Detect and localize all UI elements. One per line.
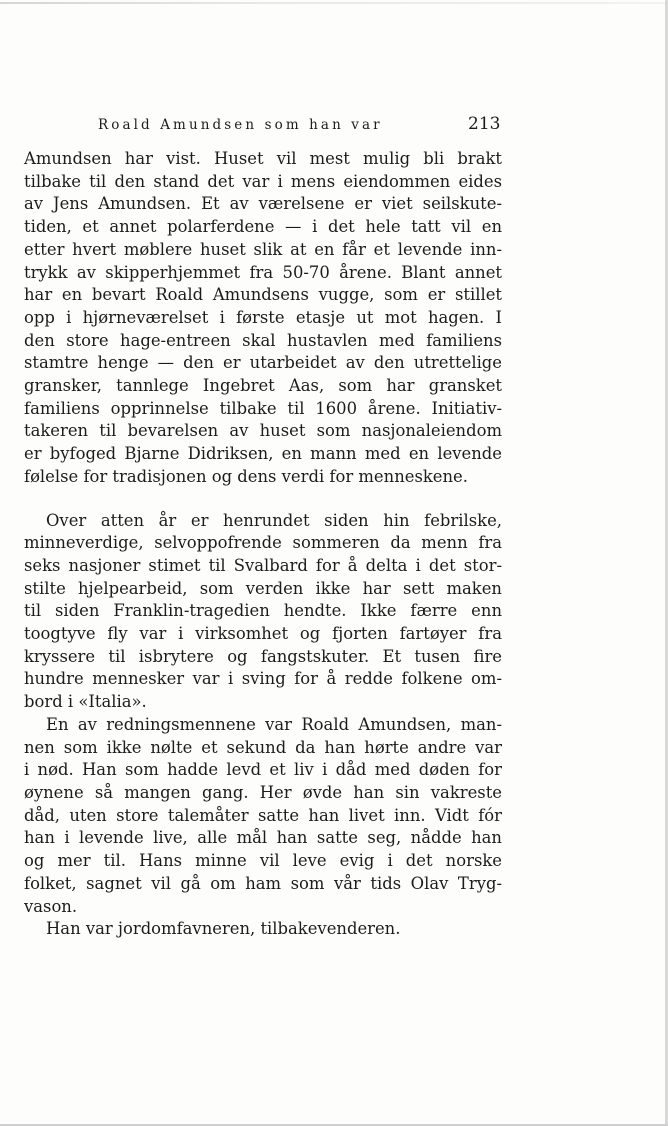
text-line: hundre mennesker var i sving for å redde folkene om- bbox=[24, 669, 502, 689]
text-line: toogtyve fly var i virksomhet og fjorten fartøyer fra bbox=[24, 624, 502, 644]
page-number: 213 bbox=[468, 114, 501, 134]
text-line: etter hvert møblere huset slik at en får et levende inn- bbox=[24, 239, 502, 259]
text-line: av Jens Amundsen. Et av værelsene er viet seilskute- bbox=[24, 194, 502, 214]
text-line: takeren til bevarelsen av huset som nasjonaleiendom bbox=[24, 421, 502, 441]
text-line: tiden, et annet polarferdene — i det hele tatt vil en bbox=[24, 217, 502, 237]
text-line: kryssere til isbrytere og fangstskuter. Et tusen fire bbox=[24, 646, 502, 666]
text-line: minneverdige, selvoppofrende sommeren da menn fra bbox=[24, 533, 502, 553]
text-line: Over atten år er henrundet siden hin febrilske, bbox=[46, 510, 502, 530]
body-text bbox=[24, 148, 502, 941]
text-line: han i levende live, alle mål han satte seg, nådde han bbox=[24, 828, 502, 848]
paragraph-1 bbox=[24, 148, 502, 489]
running-header: Roald Amundsen som han var bbox=[98, 117, 383, 133]
text-line: familiens opprinnelse tilbake til 1600 årene. Initiativ- bbox=[24, 398, 502, 418]
paragraph-4 bbox=[24, 918, 502, 941]
text-line: er byfoged Bjarne Didriksen, en mann med en levende bbox=[24, 444, 502, 464]
text-line: Amundsen har vist. Huset vil mest mulig bli brakt bbox=[24, 149, 502, 168]
text-line: den store hage-entreen skal hustavlen med familiens bbox=[24, 330, 502, 350]
text-line: i nød. Han som hadde levd et liv i dåd med døden for bbox=[24, 760, 502, 780]
paragraph-2 bbox=[24, 510, 502, 714]
text-line: dåd, uten store talemåter satte han livet inn. Vidt fór bbox=[24, 805, 502, 825]
text-line: opp i hjørneværelset i første etasje ut mot hagen. I bbox=[24, 307, 502, 327]
text-line: bord i «Italia». bbox=[24, 692, 147, 712]
text-line: vason. bbox=[24, 896, 78, 916]
text-line: stamtre henge — den er utarbeidet av den utrettelige bbox=[24, 353, 502, 373]
text-line: gransker, tannlege Ingebret Aas, som har gransket bbox=[24, 376, 502, 396]
text-line: nen som ikke nølte et sekund da han hørte andre var bbox=[24, 737, 502, 757]
text-line: Han var jordomfavneren, tilbakevenderen. bbox=[46, 919, 401, 939]
paragraph-3 bbox=[24, 714, 502, 918]
text-line: stilte hjelpearbeid, som verden ikke har sett maken bbox=[24, 578, 502, 598]
text-line: tilbake til den stand det var i mens eiendommen eides bbox=[24, 171, 502, 191]
text-line: seks nasjoner stimet til Svalbard for å delta i det stor- bbox=[24, 555, 502, 575]
text-line: og mer til. Hans minne vil leve evig i det norske bbox=[24, 851, 502, 871]
text-line: har en bevart Roald Amundsens vugge, som er stillet bbox=[24, 285, 502, 305]
text-line: øynene så mangen gang. Her øvde han sin vakreste bbox=[24, 782, 502, 802]
text-line: trykk av skipperhjemmet fra 50-70 årene. Blant annet bbox=[24, 262, 502, 282]
page-top-edge bbox=[0, 2, 668, 4]
text-line: En av redningsmennene var Roald Amundsen, man- bbox=[46, 714, 502, 734]
text-line: følelse for tradisjonen og dens verdi for menneskene. bbox=[24, 466, 468, 486]
text-line: folket, sagnet vil gå om ham som vår tids Olav Tryg- bbox=[24, 873, 502, 893]
text-line: til siden Franklin-tragedien hendte. Ikke færre enn bbox=[24, 601, 502, 621]
